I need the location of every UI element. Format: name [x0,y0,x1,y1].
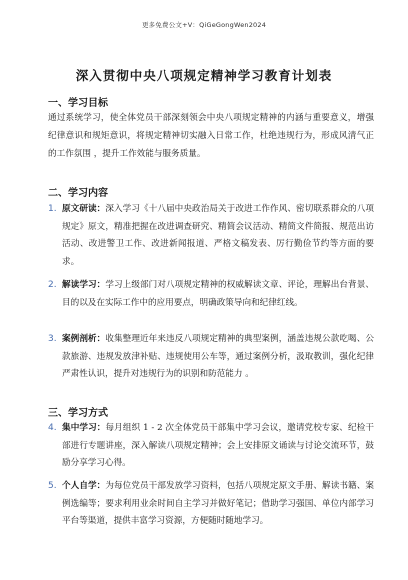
list-item [48,420,374,473]
list-item [48,201,374,271]
list-item-text: 学习上级部门对八项规定精神的权威解读文章、评论，理解出台背景、目的以及在实际工作中的应用要点，明确政策导向和纪律红线。 [62,280,374,308]
list-number: 3. [48,334,57,344]
list-item-lead: 解读学习： [62,280,106,290]
list-item-lead: 案例剖析： [62,334,106,344]
list-number: 1. [48,204,57,214]
list-item-lead: 原文研读： [62,204,106,214]
list-item-text: 收集整理近年来违反八项规定精神的典型案例，涵盖违规公款吃喝、公款旅游、违规发放津补贴、违规使用公车等，通过案例分析，汲取教训，强化纪律严肃性认识，提升对违规行为的识别和防范能力 。 [62,334,374,379]
list-item-text: 为每位党员干部发放学习资料，包括八项规定原文手册、解读书籍、案例选编等；要求利用业余时间自主学习并做好笔记；借助学习强国、单位内部学习平台等渠道，提供丰富学习资源，方便随时随地学习。 [62,481,374,526]
list-item [48,478,374,531]
header-watermark: 更多免费公文+V：QiGeGongWen2024 [141,21,267,29]
list-number: 2. [48,280,57,290]
list-number: 4. [48,423,57,433]
list-item-text: 深入学习《十八届中央政治局关于改进工作作风、密切联系群众的八项规定》原文，精准把握在改进调查研究、精简会议活动、精简文件简报、规范出访活动、改进警卫工作、改进新闻报道、严格文稿发表、厉行勤俭节约等方面的要求。 [62,204,374,267]
section-heading-content: 二、学习内容 [48,188,108,199]
list-item-text: 每月组织 1 - 2 次全体党员干部集中学习会议，邀请党校专家、纪检干部进行专题讲座，深入解读八项规定精神；会上安排原文诵读与讨论交流环节，鼓励分享学习心得。 [62,423,374,468]
section-text-goals: 通过系统学习，使全体党员干部深刻领会中央八项规定精神的内涵与重要意义，增强纪律意识和规矩意识，将规定精神切实融入日常工作，杜绝违规行为，形成风清气正的工作氛围 ，提升工作效能与服务质量。 [48,113,374,159]
page-title: 深入贯彻中央八项规定精神学习教育计划表 [75,68,333,83]
list-item-lead: 个人自学： [62,481,106,491]
list-item [48,277,374,312]
list-number: 5. [48,481,57,491]
section-heading-methods: 三、学习方式 [48,408,108,419]
section-heading-goals: 一、学习目标 [48,98,108,109]
list-item [48,331,374,384]
list-item-lead: 集中学习： [62,423,106,433]
